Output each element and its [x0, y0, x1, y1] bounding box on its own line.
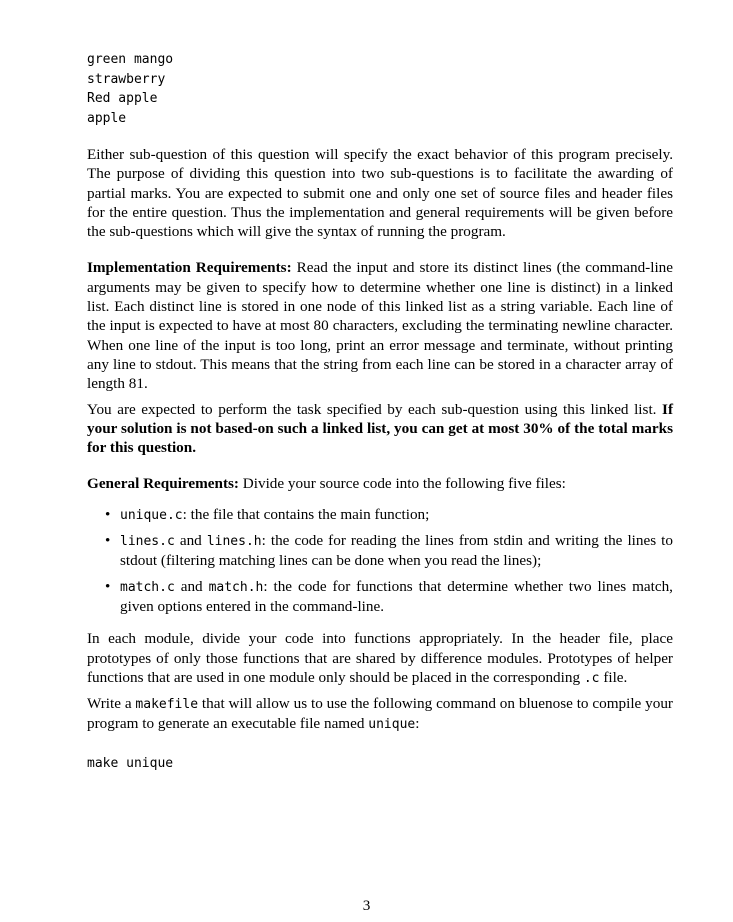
file-description: : the code for reading the lines from stdin and writing the lines to stdout (filtering matching lines can be done when you read the lines); [120, 532, 673, 570]
linked-list-warning: If your solution is not based-on such a linked list, you can get at most 30% of the total marks for this question. [87, 400, 674, 457]
list-item [87, 531, 673, 571]
file-conjunction: and [174, 577, 209, 595]
general-heading: General Requirements: [87, 475, 239, 493]
file-name: lines.c [120, 534, 175, 550]
file-name: unique.c [120, 507, 183, 523]
sample-output-line: strawberry [87, 71, 166, 87]
bullet-icon: • [105, 532, 111, 550]
general-text: Divide your source code into the following five files: [242, 475, 566, 493]
makefile-code: makefile [135, 697, 199, 713]
general-requirements-paragraph [87, 474, 673, 493]
implementation-text: Read the input and store its distinct lines (the command-line arguments may be given to specify how to determine whether one line is distinct) in a linked list. Each distinct line is stored in one node of this linked list as a string variable. Each line of the input is expected to have at most 80 characters, excluding the terminating newline character. When one line of the input is too long, print an error message and terminate, without printing any line to stdout. This means that the string from each line can be stored in a character array of length 81. [87, 259, 674, 393]
module-text: In each module, divide your code into functions appropriately. In the header file, place prototypes of only those functions that are shared by difference modules. Prototypes of helper functions that are used in one module only should be placed in the corresponding [87, 630, 673, 686]
file-description: : the code for functions that determine whether two lines match, given options entered in the command-line. [120, 577, 673, 615]
sample-output-block [87, 50, 673, 128]
bullet-icon: • [105, 505, 111, 523]
file-list [87, 505, 673, 616]
implementation-requirements-paragraph [87, 258, 673, 393]
file-name: match.c [120, 579, 175, 595]
makefile-paragraph [87, 694, 673, 735]
module-tail: file. [599, 668, 628, 686]
intro-paragraph: Either sub-question of this question will specify the exact behavior of this program precisely. The purpose of dividing this question into two sub-questions is to facilitate the awarding of partial marks. You are expected to submit one and only one set of source files and header files for the entire question. Thus the implementation and general requirements will be given before the sub-questions which will give the syntax of running the program. [87, 146, 673, 241]
make-command: make unique [87, 755, 174, 771]
file-description: : the file that contains the main function; [182, 505, 430, 523]
makefile-pre: Write a [87, 695, 136, 713]
linked-list-text: You are expected to perform the task specified by each sub-question using this linked list. [87, 400, 657, 418]
sample-output-line: green mango [87, 52, 174, 67]
c-extension-code: .c [583, 670, 600, 686]
list-item [87, 577, 673, 617]
page-number: 3 [362, 897, 371, 914]
linked-list-paragraph [87, 400, 673, 458]
file-name: match.h [208, 579, 264, 595]
sample-output-line: Red apple [87, 91, 158, 106]
implementation-heading: Implementation Requirements: [87, 259, 292, 277]
file-conjunction: and [174, 532, 207, 550]
make-command-block [87, 754, 673, 774]
executable-name-code: unique [368, 717, 416, 733]
bullet-icon: • [105, 577, 111, 595]
document-page [87, 50, 673, 773]
list-item [87, 505, 673, 525]
module-paragraph [87, 629, 673, 688]
file-name: lines.h [206, 534, 262, 550]
makefile-post: : [415, 715, 420, 733]
sample-output-line: apple [87, 110, 127, 126]
makefile-mid: that will allow us to use the following command on bluenose to compile your program to generate an executable file named [87, 695, 673, 733]
